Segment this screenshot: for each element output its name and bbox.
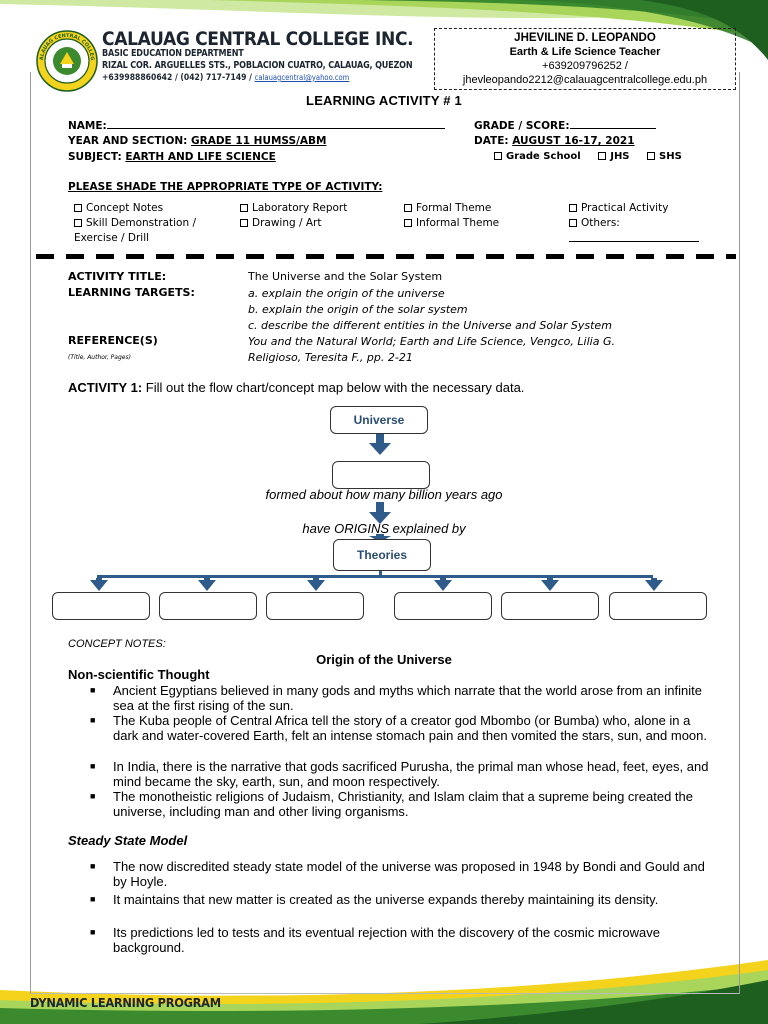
activity-1-label: ACTIVITY 1: [68,380,143,395]
subject-label: SUBJECT: [68,151,122,163]
bullet-icon: ■ [90,861,96,871]
grade-score-row [474,118,656,132]
option-drawing-art[interactable]: Drawing / Art [240,216,347,231]
checkbox-icon [569,219,577,227]
year-section-row [68,135,435,147]
down-arrow-icon [90,578,108,591]
checkbox-icon [598,152,606,160]
activity-type-col1 [74,201,196,246]
school-logo [36,30,98,92]
reference-line: You and the Natural World; Earth and Life Science, Vengco, Lilia G. [248,335,615,348]
school-name: CALAUAG CENTRAL COLLEGE INC. [102,28,414,50]
teacher-info-box [434,28,736,90]
grade-score-field[interactable] [570,118,656,129]
activity-type-col2 [240,201,347,231]
checkbox-icon [569,204,577,212]
flow-box-theories: Theories [333,539,431,571]
theory-answer-box[interactable] [266,592,364,620]
learning-target: c. describe the different entities in the Universe and Solar System [248,319,612,332]
logo-text: ALAUAG CENTRAL COLLEG [38,32,96,61]
learning-target: b. explain the origin of the solar system [248,303,468,316]
bullet-item: ■ The now discredited steady state model of the universe was proposed in 1948 by Bondi and Gould and by Hoyle. [90,859,705,889]
down-arrow-icon [198,578,216,591]
reference-value [248,334,615,366]
option-others[interactable]: Others: [569,216,699,231]
school-contact [102,73,349,83]
others-field[interactable] [569,231,699,242]
bullet-icon: ■ [90,761,96,771]
flow-text-formed: formed about how many billion years ago [265,487,503,502]
option-skill-demonstration-extra: Exercise / Drill [74,232,150,244]
checkbox-icon [647,152,655,160]
activity-type-col3 [404,201,499,231]
teacher-role: Earth & Life Science Teacher [509,46,661,58]
activity-1-text: Fill out the flow chart/concept map below with the necessary data. [142,380,525,395]
theory-answer-box[interactable] [394,592,492,620]
checkbox-icon [240,219,248,227]
bullet-item: ■ The monotheistic religions of Judaism, Christianity, and Islam claim that a supreme being created the universe, including man and other living organisms. [90,789,693,819]
flow-box-billion-years-answer[interactable] [332,461,430,489]
grade-score-label: GRADE / SCORE: [474,120,570,132]
branch-bar [97,575,653,578]
checkbox-icon [74,204,82,212]
reference-sublabel: (Title, Author, Pages) [68,354,131,361]
down-arrow-icon [369,434,391,455]
bullet-item: ■ In India, there is the narrative that gods sacrificed Purusha, the primal man whose head, feet, eyes, and mind became the sky, earth, sun, and moon respectively. [90,759,709,789]
option-practical-activity[interactable]: Practical Activity [569,201,699,216]
year-section-label: YEAR AND SECTION: [68,135,188,147]
activity-type-col4 [569,201,699,247]
down-arrow-icon [541,578,559,591]
theory-answer-box[interactable] [159,592,257,620]
activity-title-label: ACTIVITY TITLE: [68,270,167,283]
name-row [68,118,445,132]
school-address: RIZAL COR. ARGUELLES STS., POBLACION CUATRO, CALAUAG, QUEZON [102,60,413,71]
date-value[interactable]: AUGUST 16-17, 2021 [512,135,635,147]
concept-notes-label: CONCEPT NOTES: [68,638,166,650]
down-arrow-icon [434,578,452,591]
subject-value[interactable]: EARTH AND LIFE SCIENCE [125,151,276,163]
activity-type-instruction: PLEASE SHADE THE APPROPRIATE TYPE OF ACTIVITY: [68,181,383,193]
teacher-name: JHEVILINE D. LEOPANDO [514,32,656,44]
option-laboratory-report[interactable]: Laboratory Report [240,201,347,216]
subject-row [68,151,431,163]
down-arrow-icon [645,578,663,591]
option-formal-theme[interactable]: Formal Theme [404,201,499,216]
bullet-icon: ■ [90,927,96,937]
school-phones: +639988860642 / (042) 717-7149 / [102,73,252,83]
school-email-link[interactable]: calauagcentral@yahoo.com [254,73,350,82]
option-informal-theme[interactable]: Informal Theme [404,216,499,231]
steady-state-heading: Steady State Model [68,833,188,848]
bullet-item: ■ Ancient Egyptians believed in many gods and myths which narrate that the world arose from an infinite sea at the first rising of the sun. [90,683,702,713]
option-concept-notes[interactable]: Concept Notes [74,201,196,216]
level-grade-school[interactable]: Grade School [494,151,581,162]
date-label: DATE: [474,135,509,147]
teacher-email: jhevleopando2212@calauagcentralcollege.edu.ph [462,74,708,86]
checkbox-icon [404,219,412,227]
bullet-item: ■ The Kuba people of Central Africa tell the story of a creator god Mbombo (or Bumba) who, alone in a dark and water-covered Earth, felt an intense stomach pain and then vomited the stars, sun, and moon. [90,713,708,743]
bullet-icon: ■ [90,894,96,904]
option-skill-demonstration[interactable]: Skill Demonstration / [74,216,196,231]
level-checkboxes [494,151,682,162]
reference-line: Religioso, Teresita F., pp. 2-21 [248,351,413,364]
level-shs[interactable]: SHS [647,151,682,162]
learning-target: a. explain the origin of the universe [248,287,445,300]
checkbox-icon [74,219,82,227]
bullet-item: ■ Its predictions led to tests and its eventual rejection with the discovery of the cosmic microwave background. [90,925,660,955]
down-arrow-icon [307,578,325,591]
level-jhs[interactable]: JHS [598,151,629,162]
theory-answer-box[interactable] [501,592,599,620]
year-section-value[interactable]: GRADE 11 HUMSS/ABM [191,135,327,147]
name-label: NAME: [68,120,107,132]
activity-1-instruction [68,380,524,395]
checkbox-icon [240,204,248,212]
flow-text-origins: have ORIGINS explained by [302,521,466,536]
learning-targets-label: LEARNING TARGETS: [68,286,195,299]
teacher-phone: +639209796252 / [542,60,628,72]
flow-box-universe: Universe [330,406,428,434]
bullet-icon: ■ [90,685,96,695]
name-field[interactable] [107,118,445,129]
activity-heading: LEARNING ACTIVITY # 1 [306,93,462,108]
theory-answer-box[interactable] [52,592,150,620]
theory-answer-box[interactable] [609,592,707,620]
bullet-icon: ■ [90,715,96,725]
footer-banner: DYNAMIC LEARNING PROGRAM [30,996,221,1010]
department-name: BASIC EDUCATION DEPARTMENT [102,48,244,59]
checkbox-icon [494,152,502,160]
checkbox-icon [404,204,412,212]
date-row [474,135,635,147]
learning-targets-list [248,286,612,334]
nonscientific-heading: Non-scientific Thought [68,667,210,682]
activity-title-value: The Universe and the Solar System [248,270,443,283]
reference-label: REFERENCE(S) [68,334,158,347]
dashed-separator [36,254,736,259]
bullet-icon: ■ [90,791,96,801]
section-title: Origin of the Universe [316,652,452,667]
bullet-item: ■ It maintains that new matter is created as the universe expands thereby maintaining its density. [90,892,659,907]
